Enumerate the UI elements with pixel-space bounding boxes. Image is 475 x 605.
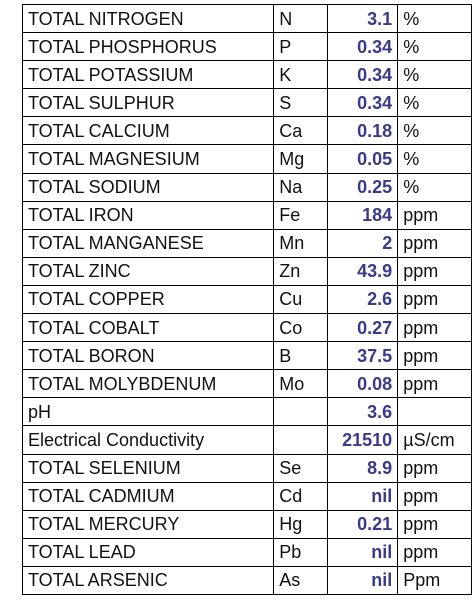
element-symbol-cell: Co <box>274 314 327 342</box>
parameter-name-cell: TOTAL MERCURY <box>23 510 274 538</box>
measured-value-cell: 0.05 <box>327 145 398 173</box>
element-symbol-cell: Mn <box>274 229 327 257</box>
unit-cell: ppm <box>398 342 472 370</box>
parameter-name-cell: TOTAL MOLYBDENUM <box>23 370 274 398</box>
unit-cell: Ppm <box>398 566 472 594</box>
measured-value-cell: 0.34 <box>327 61 398 89</box>
measured-value-cell: 2.6 <box>327 285 398 313</box>
table-row <box>23 342 472 370</box>
parameter-name-cell: Electrical Conductivity <box>23 426 274 454</box>
parameter-name-cell: TOTAL PHOSPHORUS <box>23 33 274 61</box>
measured-value-cell: 3.6 <box>327 398 398 426</box>
element-symbol-cell: K <box>274 61 327 89</box>
table-row <box>23 89 472 117</box>
element-symbol-cell: Zn <box>274 257 327 285</box>
parameter-name-cell: TOTAL LEAD <box>23 538 274 566</box>
unit-cell: ppm <box>398 285 472 313</box>
unit-cell: ppm <box>398 538 472 566</box>
parameter-name-cell: TOTAL COBALT <box>23 314 274 342</box>
unit-cell: % <box>398 173 472 201</box>
table-row <box>23 285 472 313</box>
parameter-name-cell: TOTAL MANGANESE <box>23 229 274 257</box>
parameter-name-cell: TOTAL POTASSIUM <box>23 61 274 89</box>
unit-cell: % <box>398 89 472 117</box>
unit-cell: ppm <box>398 201 472 229</box>
measured-value-cell: 43.9 <box>327 257 398 285</box>
table-row <box>23 426 472 454</box>
analysis-results-table <box>22 4 472 595</box>
measured-value-cell: nil <box>327 482 398 510</box>
table-row <box>23 117 472 145</box>
parameter-name-cell: pH <box>23 398 274 426</box>
element-symbol-cell: Pb <box>274 538 327 566</box>
unit-cell: ppm <box>398 229 472 257</box>
analysis-table-body <box>23 5 472 595</box>
table-row <box>23 173 472 201</box>
measured-value-cell: 8.9 <box>327 454 398 482</box>
element-symbol-cell: Hg <box>274 510 327 538</box>
unit-cell: ppm <box>398 370 472 398</box>
element-symbol-cell: Ca <box>274 117 327 145</box>
table-row <box>23 145 472 173</box>
parameter-name-cell: TOTAL MAGNESIUM <box>23 145 274 173</box>
table-row <box>23 5 472 33</box>
parameter-name-cell: TOTAL IRON <box>23 201 274 229</box>
parameter-name-cell: TOTAL SELENIUM <box>23 454 274 482</box>
element-symbol-cell: S <box>274 89 327 117</box>
parameter-name-cell: TOTAL BORON <box>23 342 274 370</box>
element-symbol-cell: Fe <box>274 201 327 229</box>
element-symbol-cell <box>274 398 327 426</box>
measured-value-cell: 184 <box>327 201 398 229</box>
element-symbol-cell <box>274 426 327 454</box>
unit-cell: ppm <box>398 257 472 285</box>
element-symbol-cell: Cd <box>274 482 327 510</box>
unit-cell: % <box>398 117 472 145</box>
element-symbol-cell: N <box>274 5 327 33</box>
parameter-name-cell: TOTAL COPPER <box>23 285 274 313</box>
element-symbol-cell: P <box>274 33 327 61</box>
measured-value-cell: nil <box>327 566 398 594</box>
parameter-name-cell: TOTAL ZINC <box>23 257 274 285</box>
measured-value-cell: 21510 <box>327 426 398 454</box>
measured-value-cell: nil <box>327 538 398 566</box>
table-row <box>23 510 472 538</box>
unit-cell: ppm <box>398 314 472 342</box>
table-row <box>23 61 472 89</box>
measured-value-cell: 0.08 <box>327 370 398 398</box>
element-symbol-cell: Se <box>274 454 327 482</box>
unit-cell: ppm <box>398 482 472 510</box>
measured-value-cell: 0.25 <box>327 173 398 201</box>
table-row <box>23 454 472 482</box>
element-symbol-cell: Na <box>274 173 327 201</box>
measured-value-cell: 37.5 <box>327 342 398 370</box>
table-row <box>23 201 472 229</box>
parameter-name-cell: TOTAL ARSENIC <box>23 566 274 594</box>
parameter-name-cell: TOTAL SODIUM <box>23 173 274 201</box>
table-row <box>23 398 472 426</box>
table-row <box>23 538 472 566</box>
element-symbol-cell: Mo <box>274 370 327 398</box>
unit-cell: % <box>398 5 472 33</box>
table-row <box>23 229 472 257</box>
unit-cell: % <box>398 33 472 61</box>
element-symbol-cell: As <box>274 566 327 594</box>
unit-cell: µS/cm <box>398 426 472 454</box>
measured-value-cell: 3.1 <box>327 5 398 33</box>
unit-cell: % <box>398 61 472 89</box>
measured-value-cell: 0.18 <box>327 117 398 145</box>
table-row <box>23 566 472 594</box>
measured-value-cell: 0.21 <box>327 510 398 538</box>
table-row <box>23 257 472 285</box>
element-symbol-cell: Mg <box>274 145 327 173</box>
element-symbol-cell: Cu <box>274 285 327 313</box>
measured-value-cell: 0.34 <box>327 33 398 61</box>
table-row <box>23 370 472 398</box>
table-row <box>23 33 472 61</box>
unit-cell: % <box>398 145 472 173</box>
parameter-name-cell: TOTAL SULPHUR <box>23 89 274 117</box>
measured-value-cell: 0.27 <box>327 314 398 342</box>
measured-value-cell: 2 <box>327 229 398 257</box>
parameter-name-cell: TOTAL CALCIUM <box>23 117 274 145</box>
measured-value-cell: 0.34 <box>327 89 398 117</box>
element-symbol-cell: B <box>274 342 327 370</box>
unit-cell <box>398 398 472 426</box>
table-row <box>23 314 472 342</box>
parameter-name-cell: TOTAL NITROGEN <box>23 5 274 33</box>
unit-cell: ppm <box>398 454 472 482</box>
unit-cell: ppm <box>398 510 472 538</box>
table-row <box>23 482 472 510</box>
parameter-name-cell: TOTAL CADMIUM <box>23 482 274 510</box>
